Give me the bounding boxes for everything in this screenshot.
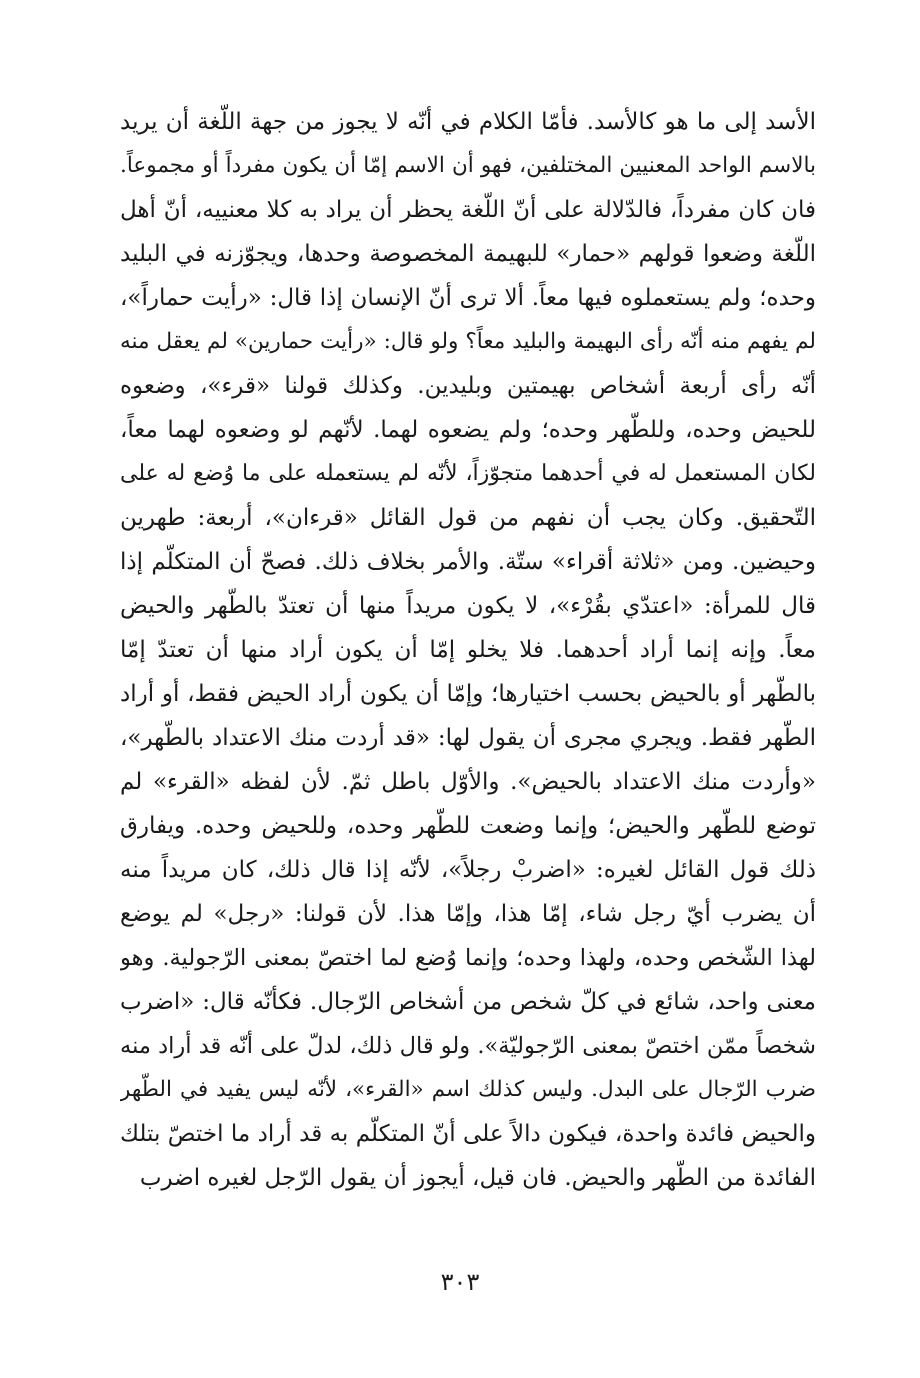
text-line: وحيضين. ومن «ثلاثة أقراء» ستّة. والأمر بخلاف ذلك. فصحّ أن المتكلّم إذا — [120, 549, 816, 575]
text-line: الفائدة من الطّهر والحيض. فان قيل، أيجوز أن يقول الرّجل لغيره اضرب — [139, 1165, 816, 1191]
text-line: ذلك قول القائل لغيره: «اضربْ رجلاً»، لأنّه إذا قال ذلك، كان مريداً منه — [120, 857, 816, 883]
page-number: ٣٠٣ — [440, 1268, 480, 1296]
text-line: أن يضرب أيّ رجل شاء، إمّا هذا، وإمّا هذا. لأن قولنا: «رجل» لم يوضع — [120, 901, 816, 927]
text-line: والحيض فائدة واحدة، فيكون دالاً على أنّ المتكلّم به قد أراد ما اختصّ بتلك — [120, 1121, 816, 1147]
text-line: لهذا الشّخص وحده، ولهذا وحده؛ وإنما وُضع لما اختصّ بمعنى الرّجولية. وهو — [120, 945, 816, 971]
page-body — [120, 100, 816, 1200]
text-line: معاً. وإنه إنما أراد أحدهما. فلا يخلو إمّا أن يكون أراد منها أن تعتدّ إمّا — [120, 637, 816, 663]
text-line: للحيض وحده، وللطّهر وحده؛ ولم يضعوه لهما. لأنّهم لو وضعوه لهما معاً، — [120, 417, 816, 443]
text-line: أنّه رأى أربعة أشخاص بهيمتين وبليدين. وكذلك قولنا «قرء»، وضعوه — [120, 373, 816, 399]
text-line: بالاسم الواحد المعنيين المختلفين، فهو أن الاسم إمّا أن يكون مفرداً أو مجموعاً. — [120, 153, 816, 178]
text-line: اللّغة وضعوا قولهم «حمار» للبهيمة المخصوصة وحدها، ويجوّزنه في البليد — [120, 241, 816, 267]
text-line: لم يفهم منه أنّه رأى البهيمة والبليد معاً؟ ولو قال: «رأيت حمارين» لم يعقل منه — [120, 329, 816, 354]
text-line: ضرب الرّجال على البدل. وليس كذلك اسم «القرء»، لأنّه ليس يفيد في الطّهر — [120, 1077, 816, 1102]
text-line: توضع للطّهر والحيض؛ وإنما وضعت للطّهر وحده، وللحيض وحده. ويفارق — [120, 813, 816, 839]
text-line: شخصاً ممّن اختصّ بمعنى الرّجوليّة». ولو قال ذلك، لدلّ على أنّه قد أراد منه — [120, 1033, 816, 1059]
text-line: «وأردت منك الاعتداد بالحيض». والأوّل باطل ثمّ. لأن لفظه «القرء» لم — [120, 769, 816, 795]
text-line: فان كان مفرداً، فالدّلالة على أنّ اللّغة يحظر أن يراد به كلا معنييه، أنّ أهل — [120, 197, 816, 223]
text-line: معنى واحد، شائع في كلّ شخص من أشخاص الرّجال. فكأنّه قال: «اضرب — [120, 989, 816, 1015]
text-line: قال للمرأة: «اعتدّي بقُرْء»، لا يكون مريداً منها أن تعتدّ بالطّهر والحيض — [120, 593, 816, 619]
text-line: الأسد إلى ما هو كالأسد. فأمّا الكلام في أنّه لا يجوز من جهة اللّغة أن يريد — [120, 109, 816, 135]
text-line: وحده؛ ولم يستعملوه فيها معاً. ألا ترى أنّ الإنسان إذا قال: «رأيت حماراً»، — [120, 285, 816, 311]
text-line: بالطّهر أو بالحيض بحسب اختيارها؛ وإمّا أن يكون أراد الحيض فقط، أو أراد — [120, 681, 816, 707]
text-line: الطّهر فقط. ويجري مجرى أن يقول لها: «قد أردت منك الاعتداد بالطّهر»، — [120, 725, 816, 751]
text-line: التّحقيق. وكان يجب أن نفهم من قول القائل «قرءان»، أربعة: طهرين — [120, 505, 816, 531]
text-line: لكان المستعمل له في أحدهما متجوّزاً، لأنّه لم يستعمله على ما وُضع له على — [120, 461, 816, 486]
